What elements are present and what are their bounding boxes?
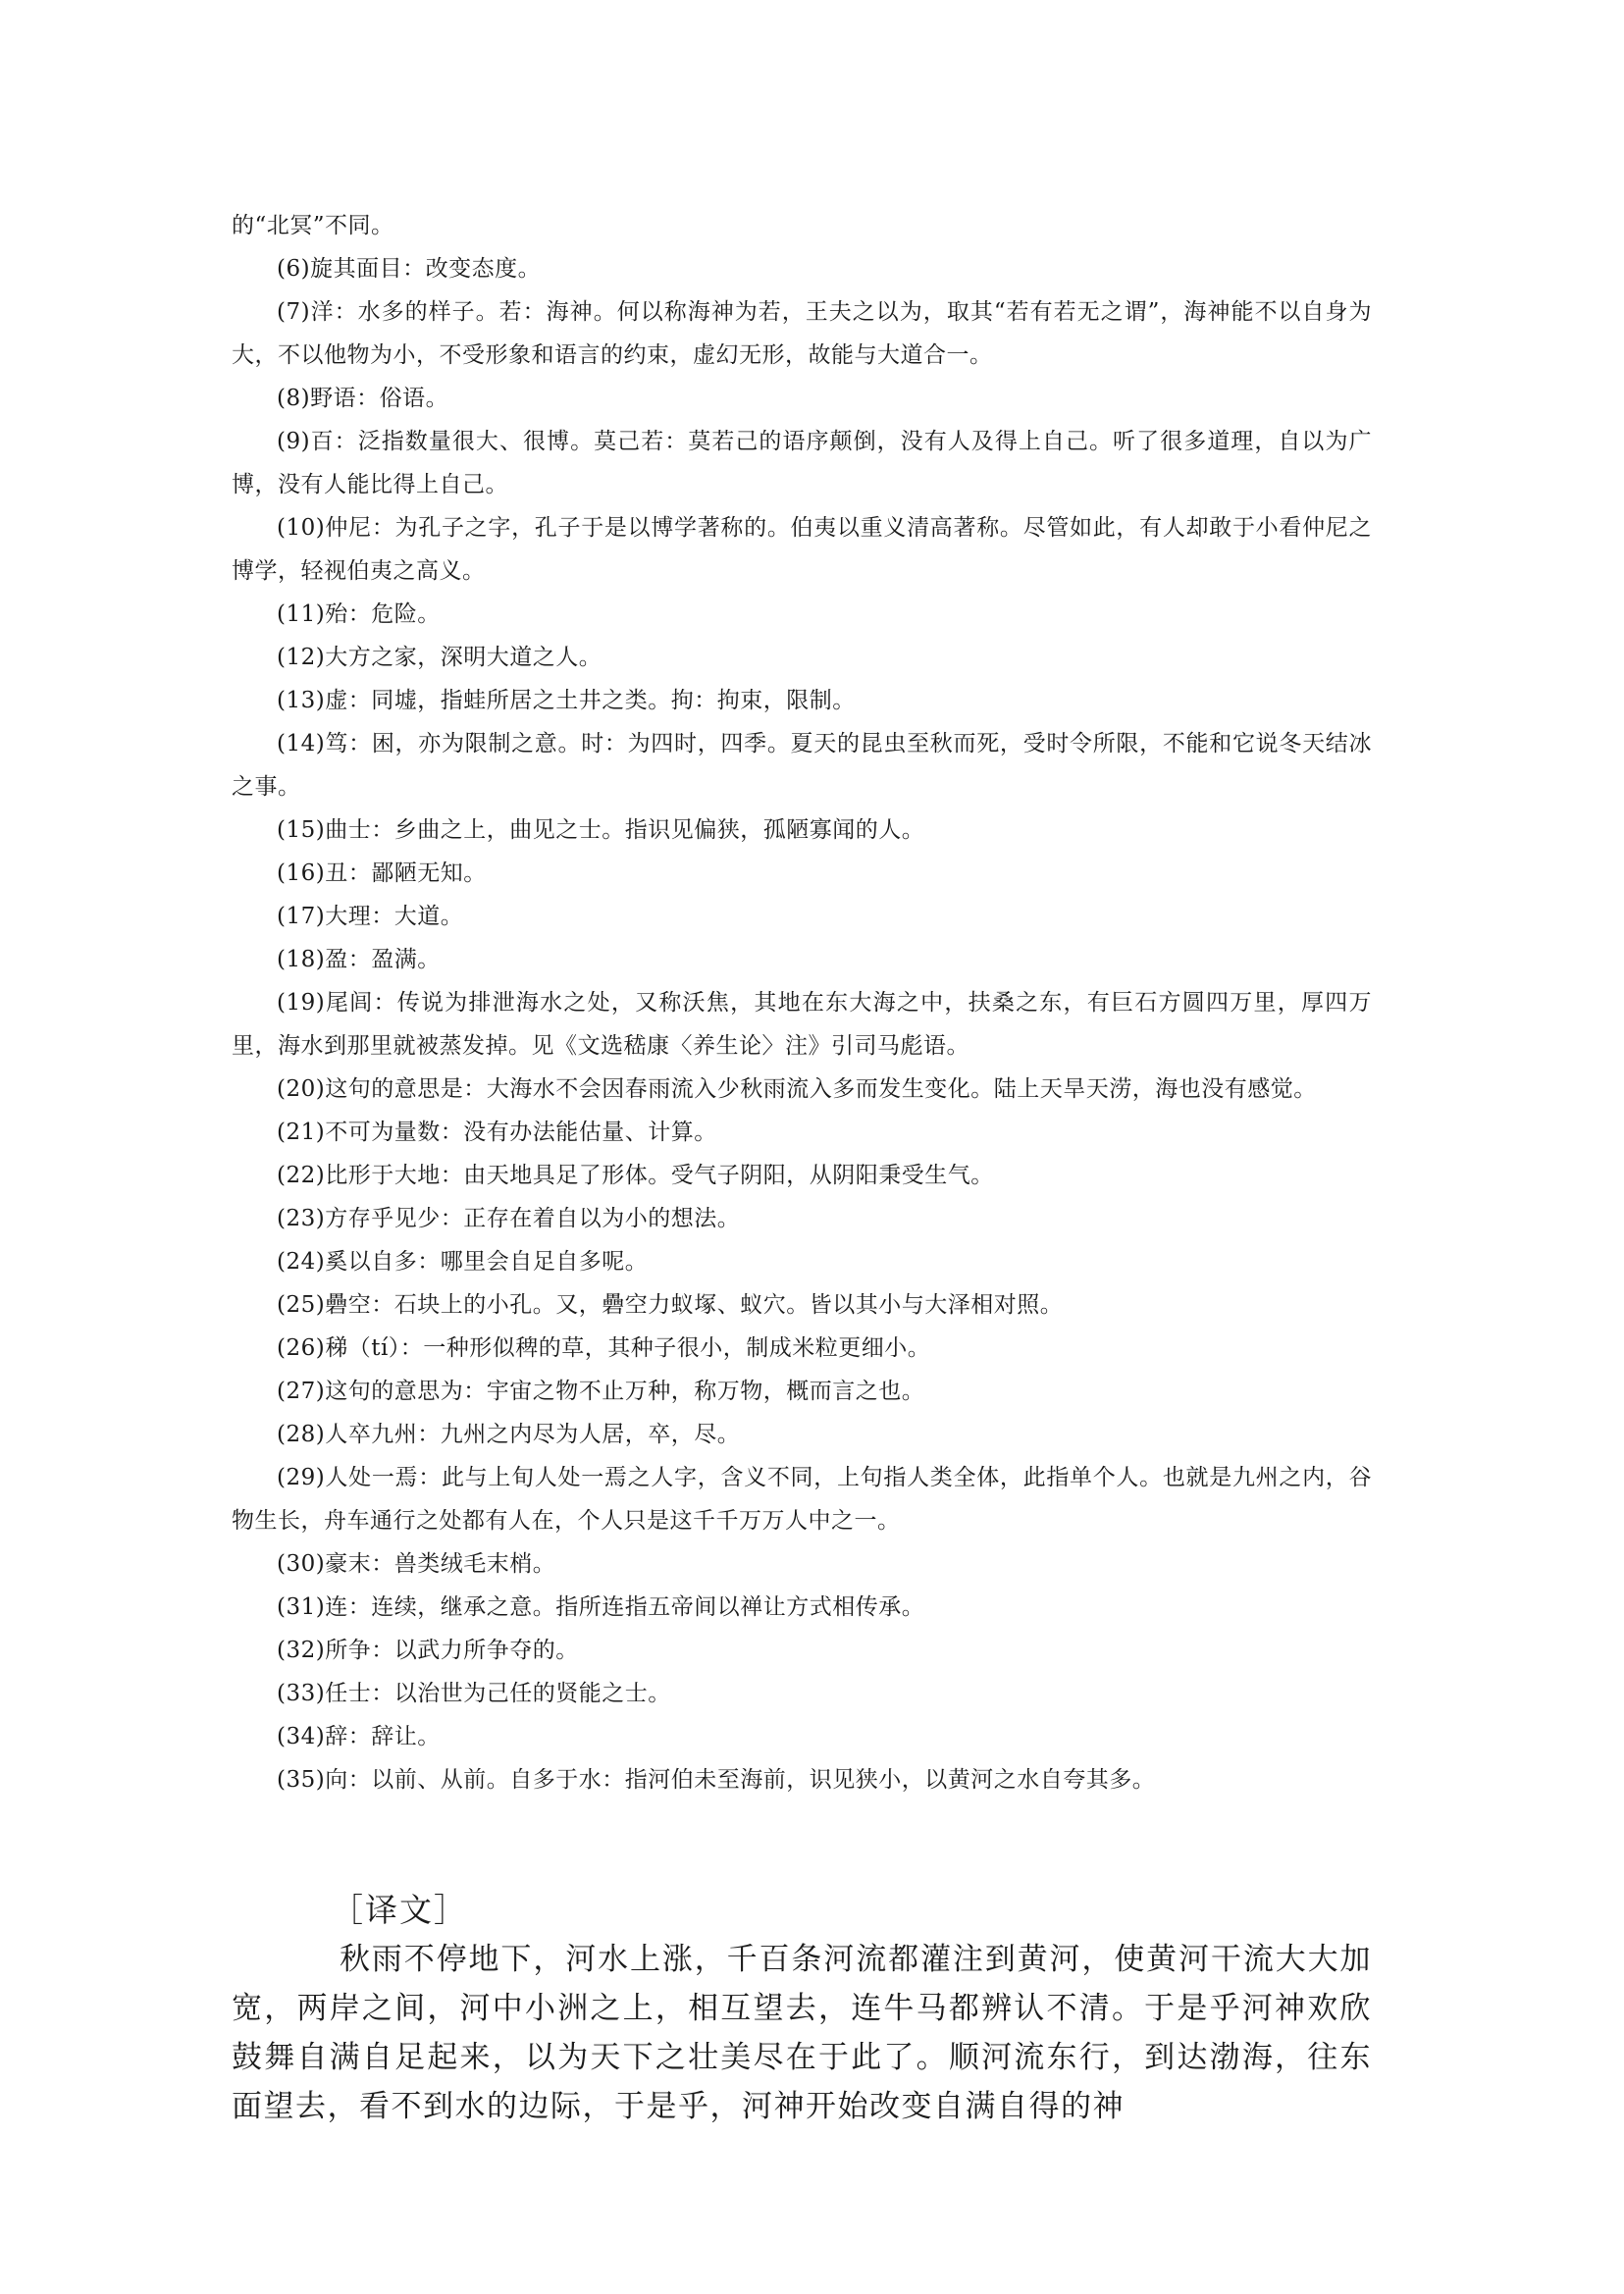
note-7: (7)洋：水多的样子。若：海神。何以称海神为若，王夫之以为，取其“若有若无之谓”，海神能不以自身为大，不以他物为小，不受形象和语言的约束，虚幻无形，故能与大道合一。 [232, 299, 1372, 368]
note-6: (6)旋其面目：改变态度。 [277, 256, 542, 282]
note-9: (9)百：泛指数量很大、很博。莫己若：莫若己的语序颠倒，没有人及得上自己。听了很多道理，自以为广博，没有人能比得上自己。 [232, 429, 1372, 497]
note-33: (33)任士：以治世为己任的贤能之士。 [277, 1681, 671, 1706]
note-8: (8)野语：俗语。 [277, 386, 449, 411]
note-22: (22)比形于大地：由天地具足了形体。受气子阴阳，从阴阳秉受生气。 [277, 1163, 994, 1188]
note-35: (35)向：以前、从前。自多于水：指河伯未至海前，识见狭小，以黄河之水自夸其多。 [277, 1767, 1156, 1793]
note-17: (17)大理：大道。 [277, 904, 464, 929]
note-18: (18)盈：盈满。 [277, 947, 441, 972]
note-24: (24)奚以自多：哪里会自足自多呢。 [277, 1249, 649, 1275]
note-28: (28)人卒九州：九州之内尽为人居，卒，尽。 [277, 1422, 741, 1447]
note-15: (15)曲士：乡曲之上，曲见之士。指识见偏狭，孤陋寡闻的人。 [277, 817, 925, 843]
note-16: (16)丑：鄙陋无知。 [277, 860, 487, 886]
note-29: (29)人处一焉：此与上旬人处一焉之人字，含义不同，上句指人类全体，此指单个人。也就是九州之内，谷物生长，舟车通行之处都有人在，个人只是这千千万万人中之一。 [232, 1465, 1372, 1534]
note-34: (34)辞：辞让。 [277, 1724, 441, 1749]
note-10: (10)仲尼：为孔子之字，孔子于是以博学著称的。伯夷以重义清高著称。尽管如此，有人却敢于小看仲尼之博学，轻视伯夷之高义。 [232, 515, 1372, 584]
note-continuation: 的“北冥”不同。 [232, 213, 394, 238]
note-19: (19)尾闾：传说为排泄海水之处，又称沃焦，其地在东大海之中，扶桑之东，有巨石方圆四万里，厚四万里，海水到那里就被蒸发掉。见《文选嵇康〈养生论〉注》引司马彪语。 [232, 990, 1372, 1059]
note-25: (25)礨空：石块上的小孔。又，礨空力蚁塚、蚁穴。皆以其小与大泽相对照。 [277, 1292, 1064, 1318]
note-21: (21)不可为量数：没有办法能估量、计算。 [277, 1120, 717, 1145]
note-32: (32)所争：以武力所争夺的。 [277, 1638, 579, 1663]
note-14: (14)笃：困，亦为限制之意。时：为四时，四季。夏天的昆虫至秋而死，受时令所限，不能和它说冬天结冰之事。 [232, 731, 1372, 800]
note-23: (23)方存乎见少：正存在着自以为小的想法。 [277, 1206, 741, 1231]
translation-body: 秋雨不停地下，河水上涨，千百条河流都灌注到黄河，使黄河干流大大加宽，两岸之间，河中小洲之上，相互望去，连牛马都辨认不清。于是乎河神欢欣鼓舞自满自足起来，以为天下之壮美尽在于此了。顺河流东行，到达渤海，往东面望去，看不到水的边际，于是乎，河神开始改变自满自得的神 [232, 1942, 1372, 2124]
note-12: (12)大方之家，深明大道之人。 [277, 645, 602, 670]
annotation-notes [232, 204, 1372, 1801]
note-11: (11)殆：危险。 [277, 601, 441, 627]
note-13: (13)虚：同墟，指蛙所居之土井之类。拘：拘束，限制。 [277, 688, 856, 713]
note-20: (20)这句的意思是：大海水不会因春雨流入少秋雨流入多而发生变化。陆上天旱天涝，海也没有感觉。 [277, 1076, 1317, 1102]
note-30: (30)豪末：兽类绒毛末梢。 [277, 1551, 556, 1577]
note-27: (27)这句的意思为：宇宙之物不止万种，称万物，概而言之也。 [277, 1379, 925, 1404]
note-31: (31)连：连续，继承之意。指所连指五帝间以禅让方式相传承。 [277, 1594, 925, 1620]
translation-heading: ［译文］ [331, 1891, 468, 1929]
note-26: (26)稊（tí）：一种形似稗的草，其种子很小，制成米粒更细小。 [277, 1335, 931, 1361]
